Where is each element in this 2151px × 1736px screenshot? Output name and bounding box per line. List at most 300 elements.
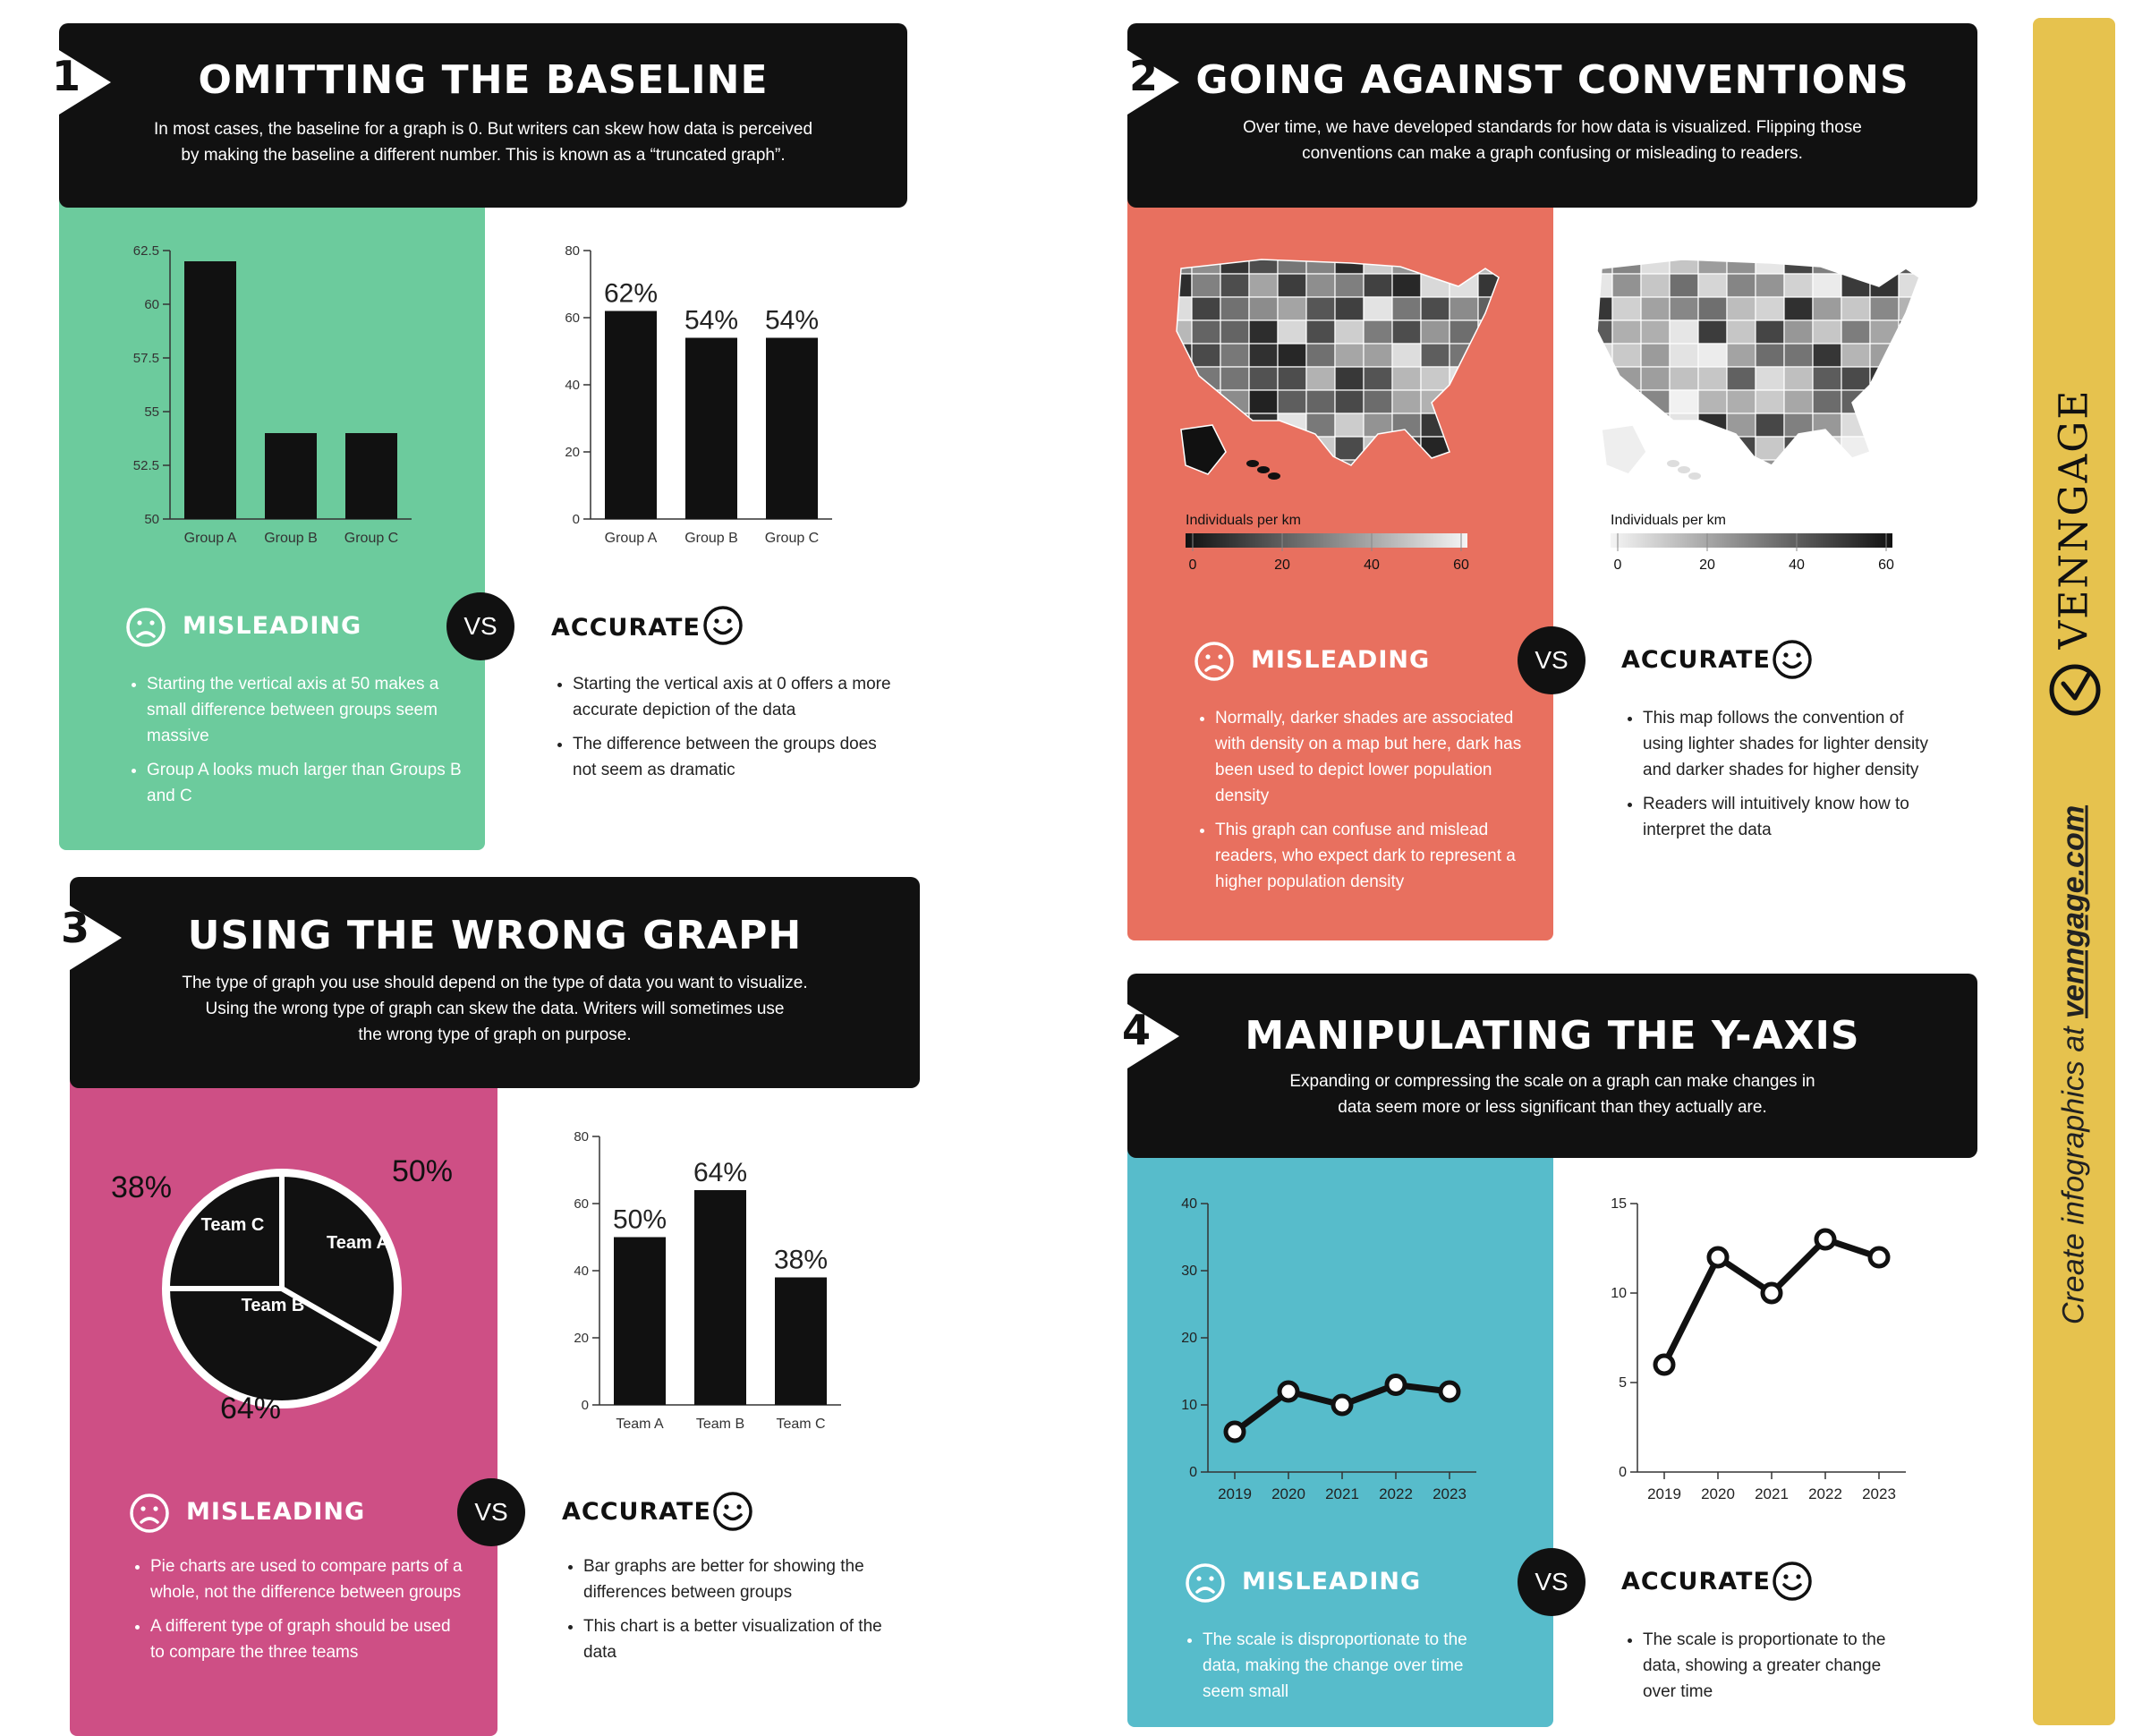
state-tile (1421, 390, 1450, 413)
list-item: • Starting the vertical axis at 0 offers a more accurate depiction of the data (573, 671, 895, 723)
y-tick-label: 40 (565, 378, 580, 393)
y-tick-label: 60 (144, 297, 159, 312)
state-tile (1306, 320, 1335, 344)
s1-misleading-label: MISLEADING (183, 612, 362, 640)
state-tile (1841, 460, 1870, 483)
state-tile (1478, 320, 1507, 344)
state-tile (1278, 344, 1306, 367)
data-point (1870, 1248, 1888, 1266)
smiley-face-icon (702, 605, 744, 646)
state-tile (1698, 320, 1727, 344)
state-tile (1249, 251, 1278, 274)
state-tile (1249, 320, 1278, 344)
x-tick-label: 2019 (1647, 1485, 1681, 1502)
state-tile (1450, 251, 1478, 274)
data-label: 54% (764, 305, 820, 336)
state-tile (1220, 344, 1249, 367)
x-tick-label: Group A (604, 531, 658, 546)
section2-description (1127, 115, 1977, 166)
bar (265, 433, 317, 519)
s2-accurate-legend (1611, 508, 1933, 580)
state-tile (1306, 413, 1335, 437)
y-tick-label: 52.5 (132, 458, 159, 473)
state-tile (1163, 367, 1192, 390)
y-tick-label: 5 (1619, 1375, 1627, 1391)
state-tile (1698, 251, 1727, 274)
state-tile (1249, 413, 1278, 437)
hawaii-island (1257, 466, 1270, 473)
list-item: • Pie charts are used to compare parts of a whole, not the difference between groups (150, 1553, 463, 1605)
state-tile (1507, 297, 1521, 320)
state-tile (1870, 437, 1899, 460)
legend-title: Individuals per km (1611, 513, 1726, 528)
state-tile (1192, 344, 1220, 367)
list-item: • Starting the vertical axis at 50 makes a small difference between groups seem massive (147, 671, 469, 749)
state-tile (1364, 437, 1392, 460)
s2-misleading-map (1163, 251, 1521, 492)
state-tile (1364, 367, 1392, 390)
state-tile (1335, 390, 1364, 413)
state-tile (1421, 274, 1450, 297)
legend-bar (1186, 533, 1467, 548)
state-tile (1249, 367, 1278, 390)
y-tick-label: 20 (574, 1331, 589, 1346)
state-tile (1584, 251, 1612, 274)
state-tile (1220, 460, 1249, 483)
state-tile (1392, 367, 1421, 390)
section4-number: 4 (1122, 1006, 1152, 1054)
section4-title: MANIPULATING THE Y-AXIS (1245, 1013, 1860, 1059)
state-tile (1364, 344, 1392, 367)
state-tile (1584, 367, 1612, 390)
hawaii-island (1268, 472, 1280, 480)
state-tile (1421, 413, 1450, 437)
state-tile (1727, 390, 1756, 413)
state-tile (1507, 460, 1521, 483)
state-tile (1698, 367, 1727, 390)
section3-desc-line1: The type of graph you use should depend on the type of data you want to visualize. (182, 974, 808, 992)
state-tile (1421, 344, 1450, 367)
y-tick-label: 0 (1619, 1465, 1627, 1480)
state-tile (1870, 251, 1899, 274)
state-tile (1192, 390, 1220, 413)
section3-title: USING THE WRONG GRAPH (187, 913, 803, 958)
state-tile (1698, 460, 1727, 483)
list-item: • The difference between the groups does not seem as dramatic (573, 731, 895, 783)
state-tile (1813, 320, 1841, 344)
state-tile (1249, 274, 1278, 297)
state-tile (1392, 437, 1421, 460)
state-tile (1841, 367, 1870, 390)
legend-title: Individuals per km (1186, 513, 1301, 528)
data-point (1709, 1248, 1727, 1266)
state-tile (1364, 320, 1392, 344)
state-tile (1220, 274, 1249, 297)
tagline-text: Create infographics at (2056, 1018, 2091, 1325)
alaska-shape (1602, 425, 1646, 474)
state-tile (1927, 251, 1942, 274)
section2-banner (1127, 23, 1977, 208)
state-tile (1192, 297, 1220, 320)
state-tile (1927, 390, 1942, 413)
s2-accurate-label: ACCURATE (1621, 646, 1771, 674)
state-tile (1421, 460, 1450, 483)
state-tile (1335, 460, 1364, 483)
legend-tick-label: 40 (1789, 557, 1805, 573)
smiley-face-icon (712, 1491, 753, 1532)
y-tick-label: 20 (565, 445, 580, 460)
state-tile (1364, 274, 1392, 297)
s4-misleading-chart (1154, 1190, 1512, 1521)
state-tile (1698, 297, 1727, 320)
state-tile (1927, 344, 1942, 367)
legend-bar (1611, 533, 1892, 548)
state-tile (1507, 251, 1521, 274)
s2-misleading-points (1195, 705, 1546, 903)
state-tile (1870, 413, 1899, 437)
state-tile (1478, 413, 1507, 437)
data-point (1816, 1230, 1834, 1248)
bar (605, 311, 657, 520)
state-tile (1841, 274, 1870, 297)
state-tile (1392, 320, 1421, 344)
state-tile (1278, 297, 1306, 320)
state-tile (1335, 320, 1364, 344)
list-item: • Readers will intuitively know how to interpret the data (1643, 791, 1929, 843)
state-tile (1784, 297, 1813, 320)
section1-banner (59, 23, 907, 208)
state-tile (1813, 344, 1841, 367)
state-tile (1670, 367, 1698, 390)
state-tile (1220, 390, 1249, 413)
sad-face-icon (129, 1493, 170, 1534)
data-point (1333, 1396, 1351, 1414)
data-label: 64% (693, 1158, 748, 1187)
section3-banner (70, 877, 920, 1088)
state-tile (1478, 297, 1507, 320)
state-tile (1784, 367, 1813, 390)
state-tile (1899, 367, 1927, 390)
state-tile (1727, 344, 1756, 367)
y-tick-label: 30 (1181, 1264, 1197, 1279)
state-tile (1163, 251, 1192, 274)
data-point (1763, 1284, 1781, 1302)
state-tile (1756, 413, 1784, 437)
slice-label: Team C (200, 1215, 265, 1235)
y-tick-label: 15 (1611, 1196, 1627, 1212)
state-tile (1220, 297, 1249, 320)
state-tile (1641, 274, 1670, 297)
state-tile (1641, 413, 1670, 437)
state-tile (1478, 344, 1507, 367)
data-label: 54% (684, 305, 739, 336)
state-tile (1612, 344, 1641, 367)
state-tile (1249, 297, 1278, 320)
s4-misleading-label: MISLEADING (1242, 1568, 1422, 1596)
legend-tick-label: 60 (1878, 557, 1894, 573)
state-tile (1335, 344, 1364, 367)
state-tile (1813, 413, 1841, 437)
x-tick-label: 2022 (1808, 1485, 1842, 1502)
state-tile (1306, 344, 1335, 367)
smiley-face-icon (1772, 1561, 1813, 1602)
x-tick-label: 2020 (1271, 1485, 1305, 1502)
y-tick-label: 57.5 (132, 351, 159, 366)
hawaii-island (1667, 460, 1679, 467)
state-tile (1306, 297, 1335, 320)
state-tile (1450, 460, 1478, 483)
s1-accurate-chart (528, 233, 850, 564)
state-tile (1899, 413, 1927, 437)
y-tick-label: 10 (1611, 1286, 1627, 1301)
state-tile (1364, 297, 1392, 320)
state-tile (1306, 460, 1335, 483)
x-tick-label: 2019 (1218, 1485, 1252, 1502)
state-tile (1392, 274, 1421, 297)
state-tile (1899, 437, 1927, 460)
state-tile (1727, 274, 1756, 297)
state-tile (1870, 297, 1899, 320)
data-label: 50% (391, 1154, 454, 1188)
state-tile (1163, 344, 1192, 367)
state-tile (1641, 320, 1670, 344)
state-tile (1450, 320, 1478, 344)
state-tile (1927, 274, 1942, 297)
slice-label: Team B (241, 1296, 305, 1315)
state-tile (1641, 390, 1670, 413)
data-point (1441, 1383, 1458, 1400)
state-tile (1841, 413, 1870, 437)
state-tile (1698, 344, 1727, 367)
x-tick-label: Team B (695, 1417, 745, 1432)
data-point (1387, 1376, 1405, 1394)
state-tile (1899, 297, 1927, 320)
state-tile (1698, 390, 1727, 413)
s4-accurate-points (1623, 1627, 1911, 1713)
state-tile (1335, 297, 1364, 320)
section2-title: GOING AGAINST CONVENTIONS (1195, 57, 1909, 103)
section4-desc-line2: data seem more or less significant than they actually are. (1338, 1098, 1767, 1117)
state-tile (1784, 390, 1813, 413)
x-tick-label: 2020 (1701, 1485, 1735, 1502)
section3-number: 3 (61, 904, 90, 952)
state-tile (1870, 367, 1899, 390)
state-tile (1192, 251, 1220, 274)
hawaii-island (1246, 460, 1259, 467)
s2-misleading-label: MISLEADING (1251, 646, 1431, 674)
state-tile (1364, 390, 1392, 413)
state-tile (1220, 320, 1249, 344)
y-tick-label: 40 (574, 1264, 589, 1279)
state-tile (1727, 297, 1756, 320)
state-tile (1507, 344, 1521, 367)
state-tile (1612, 297, 1641, 320)
state-tile (1927, 320, 1942, 344)
section3-description (70, 970, 920, 1048)
x-tick-label: Team C (776, 1417, 826, 1432)
state-tile (1507, 390, 1521, 413)
state-tile (1364, 413, 1392, 437)
hawaii-island (1688, 472, 1701, 480)
state-tile (1870, 390, 1899, 413)
data-label: 64% (219, 1391, 282, 1425)
x-tick-label: Group B (684, 531, 738, 546)
bar (766, 338, 818, 520)
x-tick-label: Group A (183, 531, 237, 546)
bar (775, 1278, 827, 1406)
state-tile (1507, 367, 1521, 390)
state-tile (1507, 320, 1521, 344)
state-tile (1392, 413, 1421, 437)
state-tile (1612, 251, 1641, 274)
state-tile (1220, 367, 1249, 390)
legend-tick-label: 20 (1699, 557, 1715, 573)
brand-name: VENNGAGE (2051, 388, 2097, 650)
smiley-face-icon (1772, 639, 1813, 680)
list-item: • This chart is a better visualization of the data (583, 1613, 888, 1665)
state-tile (1927, 460, 1942, 483)
state-tile (1392, 297, 1421, 320)
y-tick-label: 62.5 (132, 243, 159, 259)
state-tile (1192, 274, 1220, 297)
state-tile (1841, 251, 1870, 274)
section1-desc-line1: In most cases, the baseline for a graph is 0. But writers can skew how data is perceived (153, 120, 813, 139)
section1-number: 1 (52, 52, 81, 100)
state-tile (1841, 320, 1870, 344)
legend-tick-label: 40 (1364, 557, 1380, 573)
section4-description (1127, 1068, 1977, 1120)
list-item: • The scale is disproportionate to the data, making the change over time seem small (1203, 1627, 1498, 1705)
state-tile (1421, 320, 1450, 344)
state-tile (1784, 320, 1813, 344)
state-tile (1450, 367, 1478, 390)
s3-misleading-points (131, 1553, 463, 1673)
s1-misleading-chart (107, 233, 429, 564)
sad-face-icon (1185, 1562, 1226, 1604)
bar (685, 338, 737, 520)
section2-desc-line2: conventions can make a graph confusing or misleading to readers. (1302, 144, 1803, 163)
bar (614, 1238, 666, 1406)
list-item: • Group A looks much larger than Groups B and C (147, 757, 469, 809)
state-tile (1392, 460, 1421, 483)
section1-desc-line2: by making the baseline a different number. This is known as a “truncated graph”. (181, 146, 786, 165)
state-tile (1584, 274, 1612, 297)
state-tile (1727, 460, 1756, 483)
y-tick-label: 60 (565, 311, 580, 326)
section2-number: 2 (1129, 52, 1159, 100)
state-tile (1927, 297, 1942, 320)
x-tick-label: 2021 (1325, 1485, 1359, 1502)
venngage-link[interactable]: venngage.com (2056, 804, 2091, 1018)
state-tile (1899, 344, 1927, 367)
state-tile (1278, 251, 1306, 274)
state-tile (1756, 344, 1784, 367)
state-tile (1421, 367, 1450, 390)
sad-face-icon (1194, 641, 1235, 682)
state-tile (1670, 320, 1698, 344)
state-tile (1756, 367, 1784, 390)
state-tile (1698, 437, 1727, 460)
section4-desc-line1: Expanding or compressing the scale on a graph can make changes in (1289, 1072, 1815, 1091)
state-tile (1784, 413, 1813, 437)
state-tile (1249, 390, 1278, 413)
state-tile (1756, 460, 1784, 483)
state-tile (1670, 274, 1698, 297)
state-tile (1478, 460, 1507, 483)
state-tile (1899, 460, 1927, 483)
y-tick-label: 80 (565, 243, 580, 259)
y-tick-label: 10 (1181, 1398, 1197, 1413)
state-tile (1784, 274, 1813, 297)
state-tile (1813, 460, 1841, 483)
state-tile (1813, 297, 1841, 320)
x-tick-label: 2023 (1862, 1485, 1896, 1502)
state-tile (1478, 390, 1507, 413)
state-tile (1278, 437, 1306, 460)
state-tile (1278, 390, 1306, 413)
state-tile (1450, 390, 1478, 413)
state-tile (1841, 297, 1870, 320)
data-label: 62% (603, 278, 659, 309)
venngage-logo-icon (2047, 662, 2103, 718)
section3-desc-line2: Using the wrong type of graph can skew the data. Writers will sometimes use (205, 1000, 785, 1018)
state-tile (1784, 460, 1813, 483)
section2-desc-line1: Over time, we have developed standards for how data is visualized. Flipping those (1243, 118, 1862, 137)
s1-accurate-points (553, 671, 895, 791)
state-tile (1813, 437, 1841, 460)
legend-tick-label: 20 (1274, 557, 1290, 573)
state-tile (1670, 437, 1698, 460)
state-tile (1478, 367, 1507, 390)
state-tile (1163, 390, 1192, 413)
state-tile (1507, 274, 1521, 297)
state-tile (1364, 460, 1392, 483)
section1-description (59, 116, 907, 168)
x-tick-label: 2021 (1755, 1485, 1789, 1502)
state-tile (1335, 274, 1364, 297)
state-tile (1813, 390, 1841, 413)
state-tile (1364, 251, 1392, 274)
state-tile (1612, 390, 1641, 413)
y-tick-label: 55 (144, 404, 159, 420)
bar (694, 1190, 746, 1405)
state-tile (1278, 320, 1306, 344)
state-tile (1220, 413, 1249, 437)
legend-tick-label: 60 (1453, 557, 1469, 573)
tagline (2057, 805, 2092, 1324)
state-tile (1450, 413, 1478, 437)
state-tile (1727, 320, 1756, 344)
state-tile (1421, 251, 1450, 274)
s3-misleading-pie (89, 1119, 483, 1459)
state-tile (1927, 367, 1942, 390)
state-tile (1249, 344, 1278, 367)
y-tick-label: 0 (1189, 1465, 1197, 1480)
y-tick-label: 80 (574, 1129, 589, 1145)
section4-banner (1127, 974, 1977, 1158)
legend-tick-label: 0 (1188, 557, 1197, 573)
state-tile (1927, 437, 1942, 460)
state-tile (1306, 367, 1335, 390)
y-tick-label: 0 (581, 1398, 589, 1413)
hawaii-island (1678, 466, 1690, 473)
state-tile (1163, 274, 1192, 297)
state-tile (1335, 413, 1364, 437)
state-tile (1278, 460, 1306, 483)
section3-desc-line3: the wrong type of graph on purpose. (358, 1025, 632, 1044)
state-tile (1670, 344, 1698, 367)
slice-label: Team A (326, 1233, 390, 1253)
